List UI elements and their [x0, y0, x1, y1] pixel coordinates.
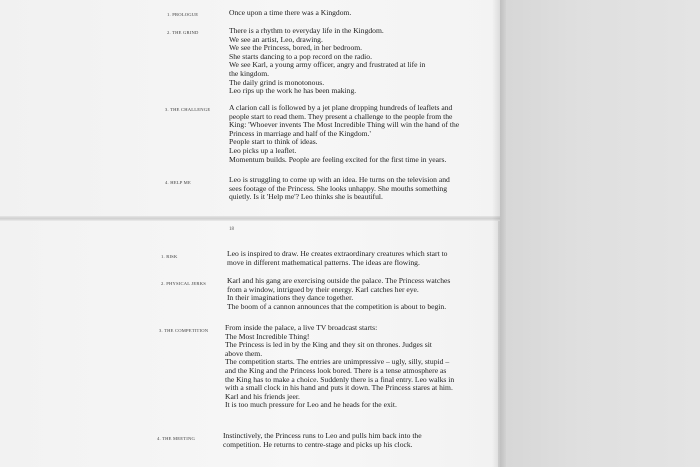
- text-line: We see Karl, a young army officer, angry and frustrated at life in: [229, 60, 426, 70]
- section-label-the-meeting: 4. THE MEETING: [157, 436, 196, 441]
- text-line: The competition starts. The entries are unimpressive – ugly, silly, stupid –: [225, 357, 450, 367]
- text-line: The boom of a cannon announces that the competition is about to begin.: [227, 301, 447, 311]
- text-line: Instinctively, the Princess runs to Leo and pulls him back into the: [223, 431, 422, 440]
- text-line: People start to think of ideas.: [229, 137, 318, 147]
- section-label-risk: 1. RISK: [161, 254, 178, 259]
- text-line: Leo picks up a leaflet.: [229, 145, 297, 155]
- page-number: 18: [229, 227, 234, 232]
- text-line: people start to read them. They present a challenge to the people from the: [229, 111, 453, 121]
- text-line: We see the Princess, bored, in her bedroom.: [229, 43, 363, 53]
- background-surface: [500, 0, 700, 467]
- text-line: The Most Incredible Thing!: [225, 331, 310, 341]
- text-line: It is too much pressure for Leo and he heads for the exit.: [225, 400, 397, 410]
- text-line: the King has to make a choice. Suddenly there is a final entry. Leo walks in: [225, 374, 455, 384]
- section-text-physical-jerks: [227, 277, 450, 311]
- section-label-the-challenge: 3. THE CHALLENGE: [165, 107, 211, 112]
- page-fold: [0, 216, 500, 221]
- text-line: Leo is inspired to draw. He creates extraordinary creatures which start to: [227, 249, 448, 258]
- text-line: We see an artist, Leo, drawing.: [229, 34, 323, 44]
- text-line: from a window, intrigued by their energy. Karl catches her eye.: [227, 284, 419, 294]
- section-label-help-me: 4. HELP ME: [165, 180, 191, 185]
- section-label-prologue: 1. PROLOGUE: [167, 12, 199, 17]
- text-line: with a small clock in his hand and puts it down. The Princess stares at him.: [225, 383, 453, 393]
- section-text-the-meeting: [223, 432, 422, 449]
- text-line: competition. He returns to centre-stage and picks up his clock.: [223, 439, 413, 449]
- section-text-prologue: [229, 9, 351, 18]
- section-text-the-competition: [225, 324, 454, 410]
- section-text-risk: [227, 250, 447, 267]
- text-line: Karl and his friends jeer.: [225, 391, 300, 401]
- text-line: the kingdom.: [229, 68, 270, 78]
- text-line: Momentum builds. People are feeling excited for the first time in years.: [229, 154, 447, 164]
- text-line: A clarion call is followed by a jet plane dropping hundreds of leaflets and: [229, 103, 453, 112]
- text-line: Leo rips up the work he has been making.: [229, 86, 357, 96]
- text-line: sees footage of the Princess. She looks unhappy. She mouths something: [229, 183, 448, 193]
- text-line: Karl and his gang are exercising outside the palace. The Princess watches: [227, 276, 451, 285]
- text-line: Once upon a time there was a Kingdom.: [229, 8, 352, 17]
- section-text-the-grind: [229, 27, 425, 96]
- text-line: Leo is struggling to come up with an idea. He turns on the television and: [229, 175, 450, 184]
- section-text-help-me: [229, 176, 450, 202]
- text-line: and the King and the Princess look bored. There is a tense atmosphere as: [225, 365, 447, 375]
- text-line: Princess in marriage and half of the Kingdom.': [229, 128, 371, 138]
- text-line: She starts dancing to a pop record on the radio.: [229, 51, 372, 61]
- section-text-the-challenge: [229, 104, 459, 164]
- text-line: move in different mathematical patterns. The ideas are flowing.: [227, 257, 420, 267]
- page-edge-shadow: [492, 0, 506, 467]
- text-line: King: 'Whoever invents The Most Incredible Thing will win the hand of the: [229, 120, 460, 130]
- text-line: above them.: [225, 348, 263, 358]
- section-label-the-competition: 3. THE COMPETITION: [159, 328, 209, 333]
- text-line: quietly. Is it 'Help me'? Leo thinks she is beautiful.: [229, 192, 383, 202]
- section-label-the-grind: 2. THE GRIND: [167, 30, 199, 35]
- text-line: From inside the palace, a live TV broadcast starts:: [225, 323, 378, 332]
- text-line: In their imaginations they dance together.: [227, 293, 354, 303]
- text-line: The daily grind is monotonous.: [229, 77, 325, 87]
- section-label-physical-jerks: 2. PHYSICAL JERKS: [161, 281, 206, 286]
- text-line: The Princess is led in by the King and they sit on thrones. Judges sit: [225, 340, 432, 350]
- text-line: There is a rhythm to everyday life in the Kingdom.: [229, 26, 384, 35]
